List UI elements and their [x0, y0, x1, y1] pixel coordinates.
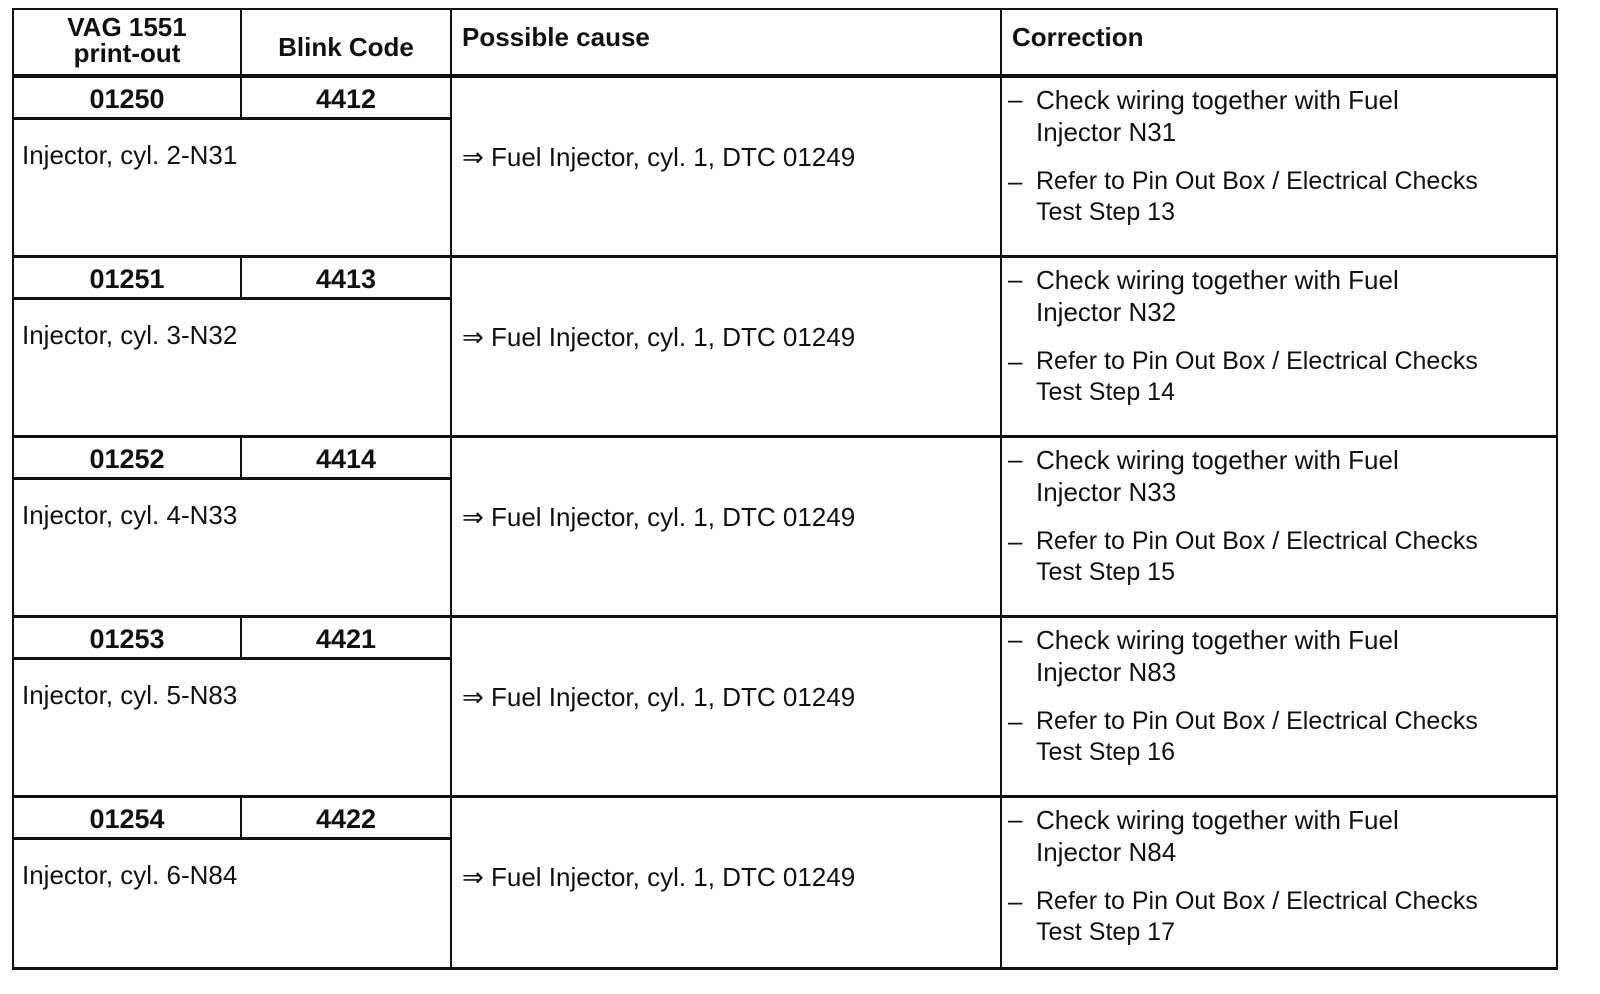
possible-cause: ⇒ Fuel Injector, cyl. 1, DTC 01249 — [452, 78, 1002, 255]
component-name: Injector, cyl. 6-N84 — [12, 840, 452, 967]
table-row — [12, 78, 1558, 258]
correction-item: – Refer to Pin Out Box / Electrical Checks Test Step 16 — [1008, 706, 1478, 766]
component-name: Injector, cyl. 4-N33 — [12, 480, 452, 615]
dash-icon: – — [1008, 706, 1023, 736]
correction-item: – Refer to Pin Out Box / Electrical Checks Test Step 14 — [1008, 346, 1478, 406]
dash-icon: – — [1008, 84, 1023, 114]
table-row — [12, 798, 1558, 970]
dash-icon: – — [1008, 624, 1023, 654]
correction-item: – Check wiring together with Fuel Injector N32 — [1008, 264, 1399, 327]
blink-code: 4421 — [242, 618, 452, 660]
correction — [1002, 618, 1558, 795]
blink-code: 4413 — [242, 258, 452, 300]
dash-icon: – — [1008, 264, 1023, 294]
dash-icon: – — [1008, 444, 1023, 474]
component-name: Injector, cyl. 3-N32 — [12, 300, 452, 435]
fault-code: 01254 — [12, 798, 242, 840]
correction-item: – Check wiring together with Fuel Injector N33 — [1008, 444, 1399, 507]
possible-cause: ⇒ Fuel Injector, cyl. 1, DTC 01249 — [452, 618, 1002, 795]
correction-item: – Refer to Pin Out Box / Electrical Checks Test Step 15 — [1008, 526, 1478, 586]
component-name: Injector, cyl. 5-N83 — [12, 660, 452, 795]
dash-icon: – — [1008, 886, 1023, 916]
header-vag-printout — [12, 10, 242, 76]
correction-item: – Refer to Pin Out Box / Electrical Checks Test Step 13 — [1008, 166, 1478, 226]
fault-code: 01250 — [12, 78, 242, 120]
correction-item: – Check wiring together with Fuel Injector N84 — [1008, 804, 1399, 867]
correction — [1002, 78, 1558, 255]
dash-icon: – — [1008, 526, 1023, 556]
correction — [1002, 258, 1558, 435]
correction — [1002, 438, 1558, 615]
fault-code-table — [12, 8, 1558, 970]
fault-code: 01251 — [12, 258, 242, 300]
fault-code: 01253 — [12, 618, 242, 660]
dash-icon: – — [1008, 346, 1023, 376]
table-header — [12, 8, 1558, 78]
header-correction: Correction — [1002, 10, 1558, 76]
table-row — [12, 618, 1558, 798]
possible-cause: ⇒ Fuel Injector, cyl. 1, DTC 01249 — [452, 798, 1002, 967]
dash-icon: – — [1008, 804, 1023, 834]
dash-icon: – — [1008, 166, 1023, 196]
component-name: Injector, cyl. 2-N31 — [12, 120, 452, 255]
table-row — [12, 438, 1558, 618]
correction-item: – Check wiring together with Fuel Injector N83 — [1008, 624, 1399, 687]
possible-cause: ⇒ Fuel Injector, cyl. 1, DTC 01249 — [452, 258, 1002, 435]
blink-code: 4422 — [242, 798, 452, 840]
header-possible-cause: Possible cause — [452, 10, 1002, 76]
correction-item: – Refer to Pin Out Box / Electrical Checks Test Step 17 — [1008, 886, 1478, 946]
header-blink-code: Blink Code — [242, 10, 452, 76]
possible-cause: ⇒ Fuel Injector, cyl. 1, DTC 01249 — [452, 438, 1002, 615]
header-vag-line2: print-out — [73, 38, 181, 68]
blink-code: 4412 — [242, 78, 452, 120]
fault-code: 01252 — [12, 438, 242, 480]
correction — [1002, 798, 1558, 967]
header-vag-line1: VAG 1551 — [67, 12, 187, 42]
correction-item: – Check wiring together with Fuel Injector N31 — [1008, 84, 1399, 147]
table-row — [12, 258, 1558, 438]
blink-code: 4414 — [242, 438, 452, 480]
